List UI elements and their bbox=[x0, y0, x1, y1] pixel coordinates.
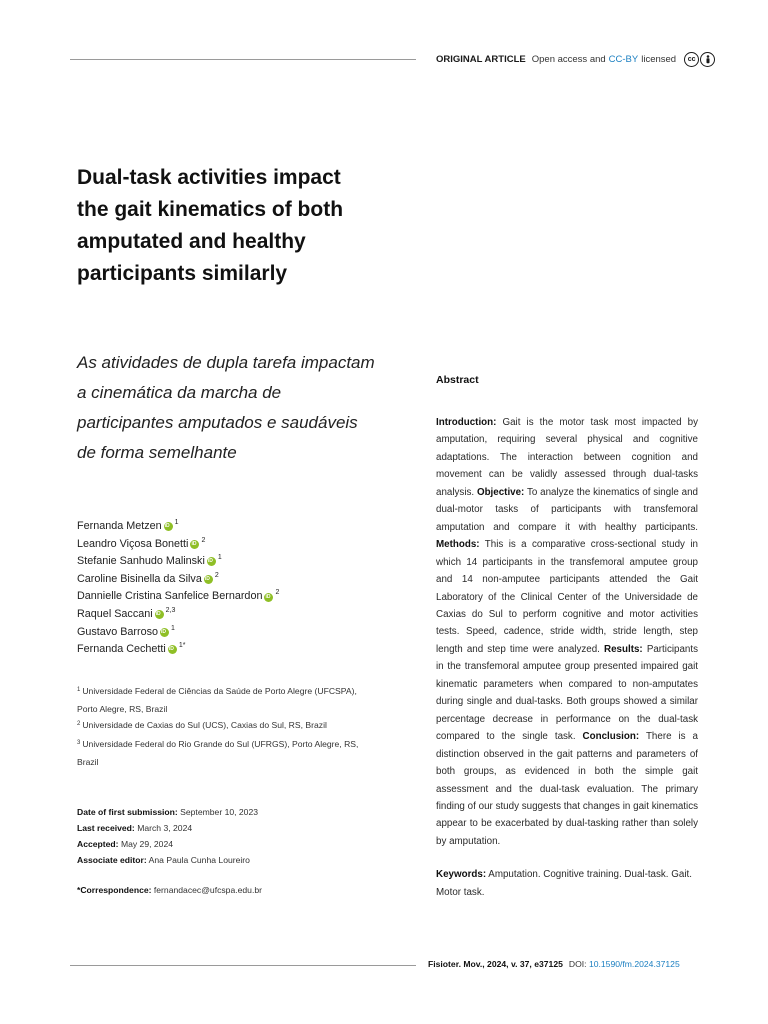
conclusion-label: Conclusion: bbox=[582, 731, 640, 743]
affiliation-list bbox=[77, 683, 377, 770]
affiliation-text: Universidade de Caxias do Sul (UCS), Caxias do Sul, RS, Brazil bbox=[82, 720, 327, 731]
author-affiliation: 1 bbox=[174, 519, 179, 526]
author-entry bbox=[77, 641, 279, 659]
author-affiliation: 2 bbox=[275, 589, 280, 597]
author-entry bbox=[77, 518, 279, 536]
doi-link[interactable]: 10.1590/fm.2024.37125 bbox=[588, 959, 680, 969]
affiliation-number: 3 bbox=[77, 739, 81, 746]
article-header bbox=[436, 52, 716, 67]
author-name: Dannielle Cristina Sanfelice Bernardon bbox=[77, 590, 263, 603]
author-affiliation: 2 bbox=[214, 571, 219, 579]
conclusion-text: There is a distinction observed in the gait patterns and parameters of both groups, as evidenced in both the simple gait assessment and the dual-task evaluation. The primary finding of our study suggests that changes in gait kinematics appear to be exacerbated by dual-tasking rather than solely by amputation. bbox=[436, 731, 699, 847]
methods-label: Methods: bbox=[436, 539, 480, 551]
orcid-icon[interactable] bbox=[168, 645, 177, 654]
introduction-label: Introduction: bbox=[436, 417, 497, 428]
affiliation-item bbox=[77, 717, 377, 735]
article-subtitle: As atividades de dupla tarefa impactam a cinemática da marcha de participantes amputados e saudáveis de forma semelhante bbox=[77, 353, 375, 462]
keywords-text: Amputation. Cognitive training. Dual-task. Gait. Motor task. bbox=[436, 869, 692, 898]
article-type: ORIGINAL ARTICLE bbox=[436, 54, 526, 65]
affiliation-text: Universidade Federal de Ciências da Saúde de Porto Alegre (UFCSPA), Porto Alegre, RS, Brazil bbox=[77, 686, 357, 715]
orcid-icon[interactable] bbox=[190, 540, 199, 549]
affiliation-number: 2 bbox=[77, 721, 81, 728]
submission-date: September 10, 2023 bbox=[180, 807, 259, 817]
author-affiliation: 2,3 bbox=[165, 606, 176, 614]
affiliation-number: 1 bbox=[77, 687, 81, 693]
author-name: Caroline Bisinella da Silva bbox=[77, 572, 202, 585]
publication-dates bbox=[77, 804, 258, 868]
received-date-row bbox=[77, 820, 258, 836]
article-title: Dual-task activities impact the gait kinematics of both amputated and healthy participants similarly bbox=[77, 166, 344, 285]
author-affiliation: 1 bbox=[217, 554, 222, 562]
results-text: Participants in the transfemoral amputee group presented impaired gait kinematic parameters when compared to non-amputates during single and dual-tasks. Both groups showed a similar percentage decrease in performance on the dual-task compared to the single task. bbox=[436, 643, 698, 743]
keywords bbox=[436, 866, 698, 902]
author-entry bbox=[77, 571, 279, 589]
author-name: Leandro Viçosa Bonetti bbox=[77, 537, 189, 550]
license-link[interactable]: CC-BY bbox=[608, 54, 639, 65]
orcid-icon[interactable] bbox=[155, 610, 164, 619]
footer-rule bbox=[70, 965, 416, 966]
keywords-label: Keywords: bbox=[436, 869, 487, 880]
cc-icon: cc bbox=[684, 52, 699, 67]
accepted-date: May 29, 2024 bbox=[120, 839, 174, 849]
objective-label: Objective: bbox=[476, 486, 525, 498]
abstract-body bbox=[436, 414, 698, 850]
orcid-icon[interactable] bbox=[160, 628, 169, 637]
orcid-icon[interactable] bbox=[264, 593, 273, 602]
accepted-label: Accepted: bbox=[77, 839, 119, 849]
author-entry bbox=[77, 536, 279, 554]
affiliation-text: Universidade Federal do Rio Grande do Sul (UFRGS), Porto Alegre, RS, Brazil bbox=[77, 738, 359, 767]
access-prefix: Open access and bbox=[531, 54, 606, 65]
editor-row bbox=[77, 852, 258, 868]
received-label: Last received: bbox=[77, 823, 135, 833]
correspondence bbox=[77, 885, 262, 895]
submission-date-row bbox=[77, 804, 258, 820]
author-affiliation: 2 bbox=[201, 536, 206, 544]
introduction-text: Gait is the motor task most impacted by amputation, requiring several physical and cognitive adaptations. The interaction between cognition and movement can be validly assessed through dual-tasks analysis. bbox=[436, 417, 698, 498]
attribution-icon bbox=[700, 52, 715, 67]
orcid-icon[interactable] bbox=[204, 575, 213, 584]
journal-citation: Fisioter. Mov., 2024, v. 37, e37125 bbox=[428, 959, 563, 969]
page-footer bbox=[428, 959, 680, 969]
author-affiliation: 1 bbox=[171, 624, 175, 632]
author-entry bbox=[77, 606, 279, 624]
abstract-heading: Abstract bbox=[436, 374, 479, 386]
doi-label: DOI: bbox=[568, 959, 587, 969]
orcid-icon[interactable] bbox=[164, 522, 173, 531]
author-entry bbox=[77, 553, 279, 571]
author-list bbox=[77, 518, 279, 659]
results-label: Results: bbox=[604, 643, 643, 655]
associate-editor: Ana Paula Cunha Loureiro bbox=[148, 855, 250, 865]
author-name: Gustavo Barroso bbox=[77, 625, 159, 638]
correspondence-label: *Correspondence: bbox=[77, 885, 152, 895]
correspondence-email[interactable]: fernandacec@ufcspa.edu.br bbox=[153, 885, 262, 895]
orcid-icon[interactable] bbox=[207, 557, 216, 566]
methods-text: This is a comparative cross-sectional study in which 14 participants in the transfemoral amputee group and 14 non-amputee participants attended the Gait Laboratory of the Clinical Center of the Universidade de Caxias do Sul to perform cognitive and motor activities tests. Speed, cadence, stride width, stride length, step length and step time were analyzed. bbox=[436, 539, 698, 655]
header-rule bbox=[70, 59, 416, 60]
submission-label: Date of first submission: bbox=[77, 807, 178, 817]
editor-label: Associate editor: bbox=[77, 855, 147, 865]
access-suffix: licensed bbox=[641, 54, 677, 65]
author-name: Fernanda Cechetti bbox=[77, 643, 166, 656]
objective-text: To analyze the kinematics of single and dual-motor tasks of participants with transfemoral amputation and compare it with healthy participants. bbox=[436, 486, 698, 533]
author-name: Raquel Saccani bbox=[77, 607, 153, 620]
author-name: Stefanie Sanhudo Malinski bbox=[77, 555, 205, 568]
accepted-date-row bbox=[77, 836, 258, 852]
author-name: Fernanda Metzen bbox=[77, 520, 162, 532]
affiliation-item bbox=[77, 736, 377, 770]
author-entry bbox=[77, 588, 279, 606]
author-affiliation: 1* bbox=[178, 642, 186, 650]
received-date: March 3, 2024 bbox=[137, 823, 193, 833]
cc-license-icons bbox=[684, 52, 716, 67]
affiliation-item bbox=[77, 683, 377, 717]
